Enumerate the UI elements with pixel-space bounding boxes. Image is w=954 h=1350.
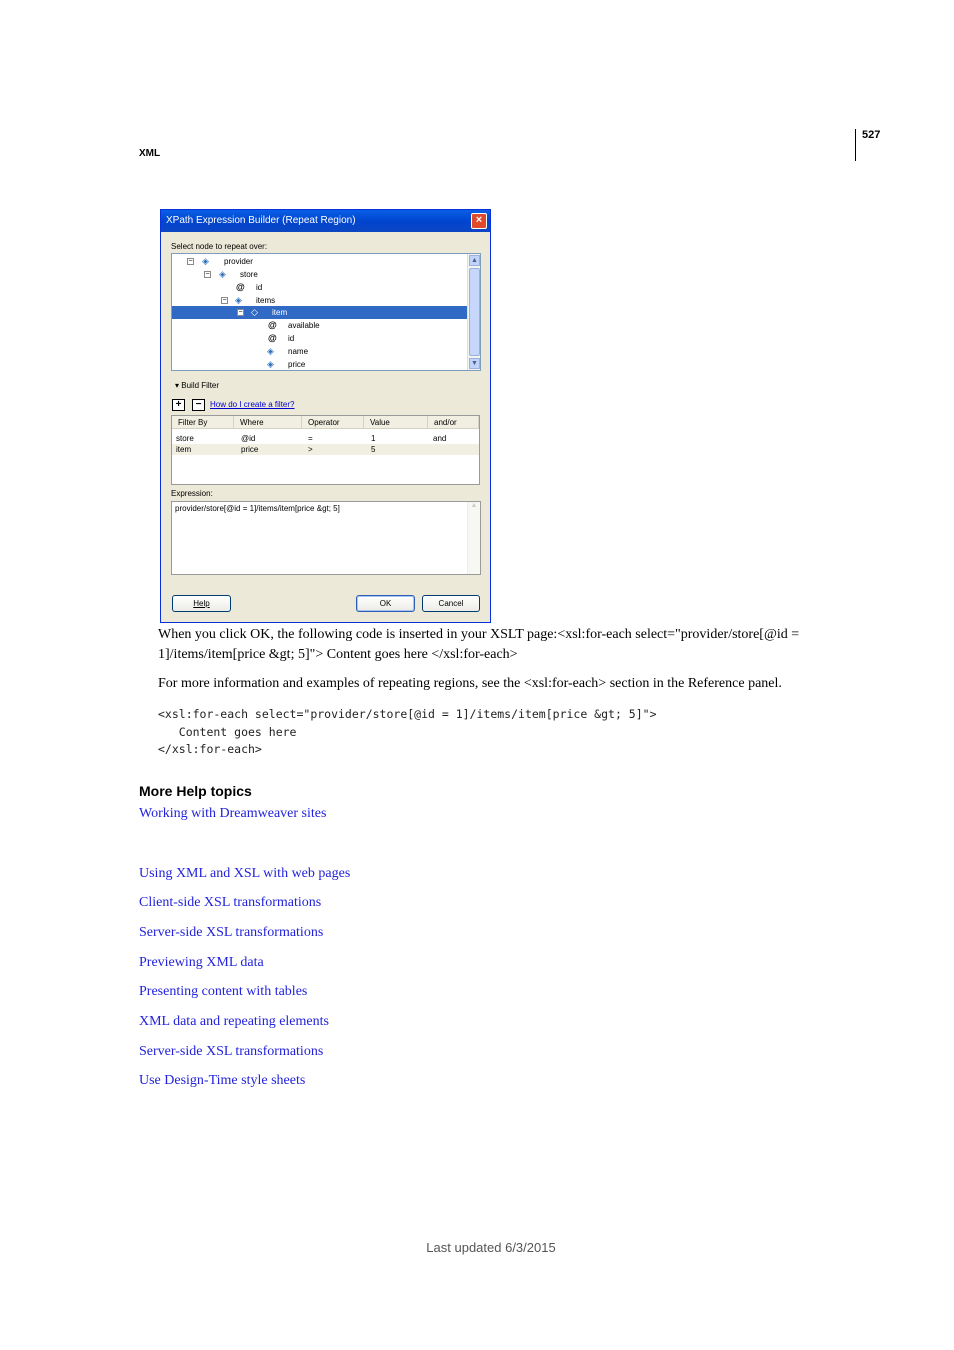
xpath-builder-dialog	[160, 209, 491, 623]
attribute-icon: @	[236, 282, 245, 292]
help-link[interactable]: Client-side XSL transformations	[139, 895, 322, 910]
table-row[interactable]	[172, 444, 479, 455]
expression-value: provider/store[@id = 1]/items/item[price &gt; 5]	[175, 504, 340, 513]
table-cell: =	[308, 434, 313, 443]
filter-help-link[interactable]: How do I create a filter?	[210, 400, 295, 409]
table-cell: 1	[371, 434, 376, 443]
tree-node-store[interactable]	[172, 268, 468, 281]
tree-scrollbar[interactable]	[467, 254, 480, 370]
help-link[interactable]: Working with Dreamweaver sites	[139, 806, 327, 821]
element-icon: ◈	[202, 256, 209, 266]
collapse-icon[interactable]: −	[222, 297, 227, 304]
help-link[interactable]: Using XML and XSL with web pages	[139, 866, 351, 881]
table-cell: item	[176, 445, 192, 454]
column-header[interactable]: Where	[234, 416, 302, 429]
element-icon: ◈	[267, 359, 274, 369]
column-header[interactable]: and/or	[428, 416, 479, 429]
more-help-heading: More Help topics	[139, 783, 252, 799]
expression-scrollbar[interactable]: ▲	[467, 502, 480, 574]
tree-node-label: store	[240, 270, 258, 279]
table-cell: and	[433, 434, 447, 443]
filter-table[interactable]	[171, 415, 480, 485]
tree-node-price[interactable]	[172, 358, 468, 371]
attribute-icon: @	[268, 320, 277, 330]
expand-triangle-icon: ▾	[175, 381, 180, 390]
element-icon: ◇	[251, 307, 258, 317]
tree-node-id[interactable]	[172, 332, 468, 345]
tree-node-label: name	[288, 347, 309, 356]
footer-last-updated: Last updated 6/3/2015	[426, 1240, 556, 1255]
tree-node-provider[interactable]	[172, 255, 468, 268]
table-cell: store	[176, 434, 194, 443]
cancel-button[interactable]: Cancel	[422, 595, 480, 612]
paragraph-more-info: For more information and examples of repeating regions, see the <xsl:for-each> section in the Reference panel.	[158, 676, 782, 691]
tree-node-label: id	[256, 283, 263, 292]
collapse-icon[interactable]: −	[205, 271, 210, 278]
column-header[interactable]: Operator	[302, 416, 364, 429]
table-row[interactable]	[172, 433, 479, 444]
scroll-down-icon[interactable]: ▼	[469, 358, 480, 369]
element-icon: ◈	[267, 346, 274, 356]
remove-filter-button[interactable]: −	[192, 399, 205, 411]
column-header[interactable]: Value	[364, 416, 428, 429]
table-cell: @id	[241, 434, 256, 443]
tree-node-item[interactable]	[172, 306, 468, 319]
help-link[interactable]: Use Design-Time style sheets	[139, 1073, 306, 1088]
help-button[interactable]	[172, 595, 231, 612]
expression-label: Expression:	[171, 489, 213, 498]
add-filter-button[interactable]: +	[172, 399, 185, 411]
help-link[interactable]: Presenting content with tables	[139, 984, 308, 999]
table-cell: 5	[371, 445, 376, 454]
build-filter-label: Build Filter	[181, 381, 220, 390]
help-link[interactable]: Previewing XML data	[139, 955, 264, 970]
select-node-label: Select node to repeat over:	[171, 242, 268, 251]
scroll-thumb[interactable]	[469, 268, 480, 356]
attribute-icon: @	[268, 333, 277, 343]
collapse-icon[interactable]: −	[188, 258, 193, 265]
tree-node-available[interactable]	[172, 319, 468, 332]
tree-node-label: available	[288, 321, 320, 330]
ok-button[interactable]: OK	[356, 595, 415, 612]
paragraph-click-ok: When you click OK, the following code is inserted in your XSLT page:<xsl:for-each select="provider/store[@id = 1]/items/item[price &gt; 5]"> Content goes here </xsl:for-each>	[158, 627, 800, 662]
section-label: XML	[139, 148, 161, 159]
scroll-up-icon[interactable]: ▲	[469, 255, 480, 266]
build-filter-toggle[interactable]	[175, 381, 219, 390]
help-link[interactable]: Server-side XSL transformations	[139, 925, 324, 940]
table-cell: >	[308, 445, 313, 454]
element-icon: ◈	[235, 295, 242, 305]
tree-node-label: provider	[224, 257, 253, 266]
dialog-title: XPath Expression Builder (Repeat Region)	[166, 215, 356, 226]
tree-node-label: price	[288, 360, 306, 369]
dialog-titlebar	[161, 210, 490, 232]
element-icon: ◈	[219, 269, 226, 279]
tree-node-id[interactable]	[172, 281, 468, 294]
tree-node-label: items	[256, 296, 276, 305]
tree-node-label: item	[272, 308, 288, 317]
help-button-label: Help	[193, 599, 210, 608]
tree-node-label: id	[288, 334, 295, 343]
help-link[interactable]: Server-side XSL transformations	[139, 1044, 324, 1059]
table-cell: price	[241, 445, 259, 454]
column-header[interactable]: Filter By	[172, 416, 234, 429]
collapse-icon[interactable]: −	[238, 309, 243, 316]
node-tree[interactable]	[171, 253, 481, 371]
close-button[interactable]: ×	[471, 213, 487, 229]
header-rule	[855, 129, 856, 161]
code-block: <xsl:for-each select="provider/store[@id = 1]/items/item[price &gt; 5]"> Content goes here </xsl:for-each>	[158, 707, 657, 756]
expression-field[interactable]	[171, 501, 481, 575]
page-number: 527	[862, 129, 881, 141]
tree-node-name[interactable]	[172, 345, 468, 358]
help-link[interactable]: XML data and repeating elements	[139, 1014, 329, 1029]
